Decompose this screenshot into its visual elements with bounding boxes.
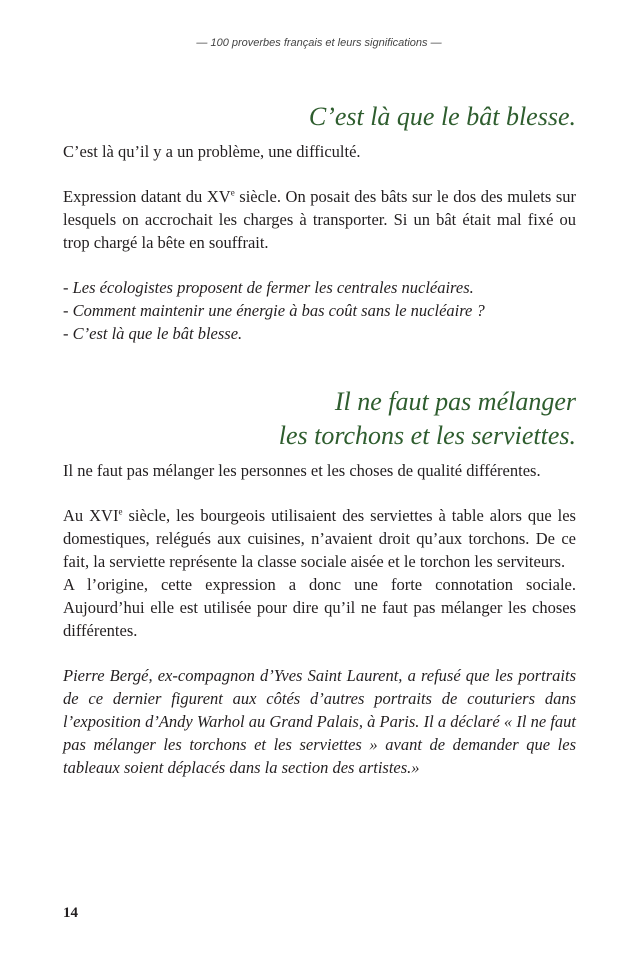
proverb-title-1: C’est là que le bât blesse. [308,102,576,131]
running-header: — 100 proverbes français et leurs significations — [196,37,442,49]
century-superscript: e [230,187,235,198]
example-line: - Comment maintenir une énergie à bas coût sans le nucléaire ? [63,301,485,320]
century-superscript: e [118,506,123,517]
history-2-post: siècle, les bourgeois utilisaient des serviettes à table alors que les domestiques, relégués aux cuisines, n’avaient droit qu’aux torchons. De ce fait, la serviette représente la classe sociale aisée et le torchon les serviteurs. [63,506,576,571]
proverb-title-2-line-1: Il ne faut pas mélanger [334,387,576,416]
example-2: Pierre Bergé, ex-compagnon d’Yves Saint Laurent, a refusé que les portraits de ce dernier figurent aux côtés d’autres portraits de couturiers dans l’exposition d’Andy Warhol au Grand Palais, à Paris. Il a déclaré « Il ne faut pas mélanger les torchons et les serviettes » avant de demander que les tableaux soient déplacés dans la section des artistes.» [63,666,576,777]
definition-1: C’est là qu’il y a un problème, une difficulté. [63,142,361,161]
definition-2: Il ne faut pas mélanger les personnes et les choses de qualité différentes. [63,461,541,480]
page-content [63,100,576,779]
proverb-title-2-line-2: les torchons et les serviettes. [278,421,576,450]
example-line: - C’est là que le bât blesse. [63,324,243,343]
history-2-continued: A l’origine, cette expression a donc une forte connotation sociale. Aujourd’hui elle est utilisée pour dire qu’il ne faut pas mélanger les choses différentes. [63,575,576,640]
history-1-post: siècle. On posait des bâts sur le dos des mulets sur lesquels on accrochait les charges à transporter. Si un bât était mal fixé ou trop chargé la bête en souffrait. [63,187,576,252]
history-1-pre: Expression datant du XV [63,187,231,206]
example-line: - Les écologistes proposent de fermer les centrales nucléaires. [63,278,474,297]
history-2 [63,504,576,573]
proverb-title-2 [63,385,576,453]
history-1 [63,185,576,254]
page-number: 14 [63,905,78,921]
history-2-pre: Au XVI [63,506,119,525]
